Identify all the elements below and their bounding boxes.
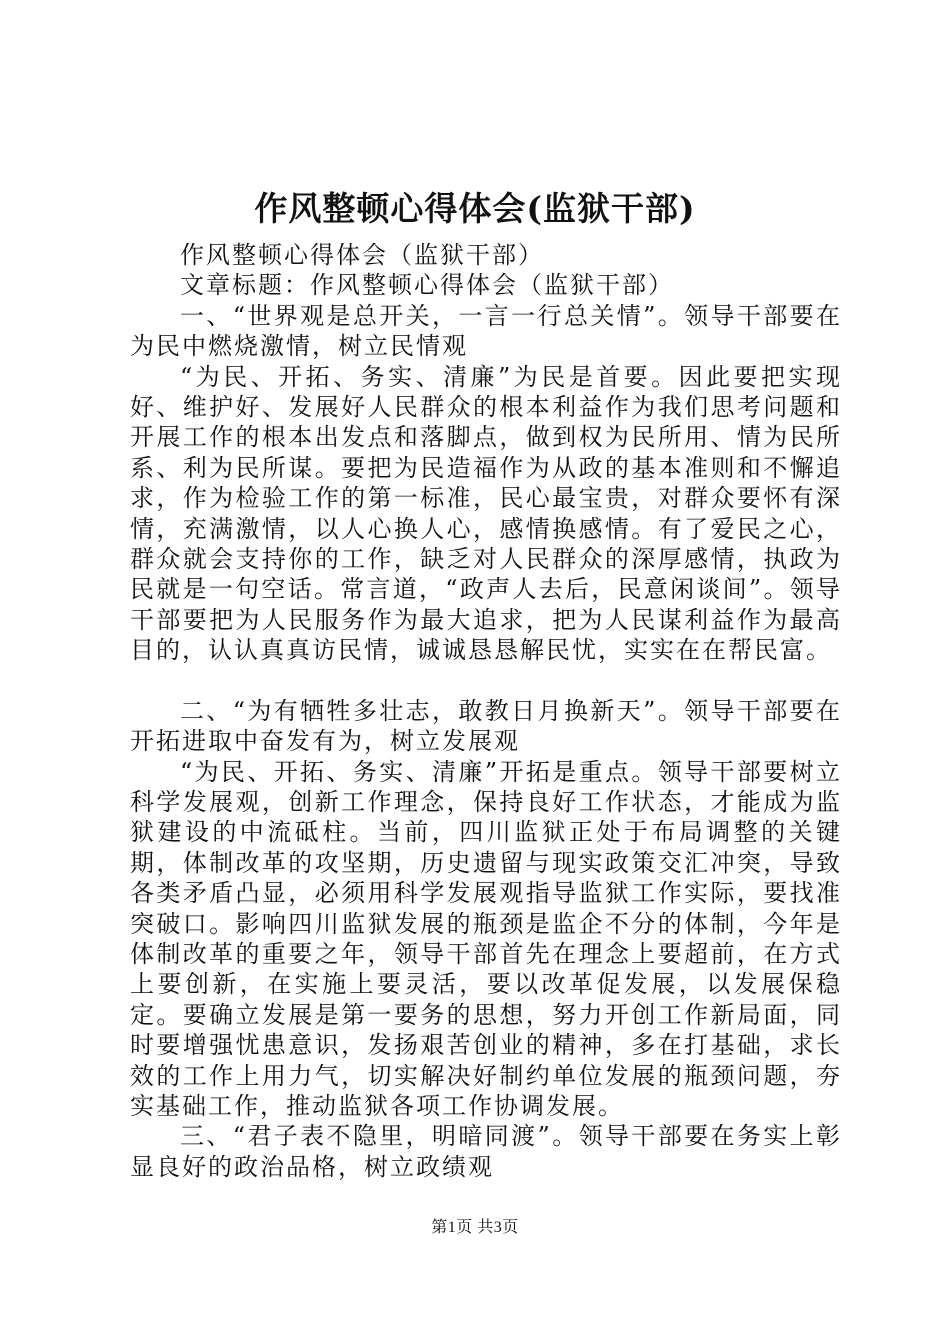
paragraph-spacer xyxy=(130,666,842,696)
paragraph-subtitle: 作风整顿心得体会（监狱干部） xyxy=(180,241,544,269)
paragraph-section-2: “为民、开拓、务实、清廉”开拓是重点。领导干部要树立科学发展观，创新工作理念，保持良好工作状态，才能成为监狱建设的中流砥柱。当前，四川监狱正处于布局调整的关键期，体制改革的攻坚期，历史遗留与现实政策交汇冲突，导致各类矛盾凸显，必须用科学发展观指导监狱工作实际，要找准突破口。影响四川监狱发展的瓶颈是监企不分的体制，今年是体制改革的重要之年，领导干部首先在理念上要超前，在方式上要创新，在实施上要灵活，要以改革促发展，以发展保稳定。要确立发展是第一要务的思想，努力开创工作新局面，同时要增强忧患意识，发扬艰苦创业的精神，多在打基础，求长效的工作上用力气，切实解决好制约单位发展的瓶颈问题，夯实基础工作，推动监狱各项工作协调发展。 xyxy=(130,757,842,1120)
paragraph-section-1: “为民、开拓、务实、清廉”为民是首要。因此要把实现好、维护好、发展好人民群众的根本利益作为我们思考问题和开展工作的根本出发点和落脚点，做到权为民所用、情为民所系、利为民所谋。要把为民造福作为从政的基本准则和不懈追求，作为检验工作的第一标准，民心最宝贵，对群众要怀有深情，充满激情，以人心换人心，感情换感情。有了爱民之心，群众就会支持你的工作，缺乏对人民群众的深厚感情，执政为民就是一句空话。常言道，“政声人去后，民意闲谈间”。领导干部要把为人民服务作为最大追求，把为人民谋利益作为最高目的，认认真真访民情，诚诚恳恳解民忧，实实在在帮民富。 xyxy=(130,362,842,665)
document-body xyxy=(130,240,842,1182)
paragraph-article-title: 文章标题：作风整顿心得体会（监狱干部） xyxy=(180,271,674,300)
page-footer: 第1页 共3页 xyxy=(431,1219,519,1236)
section-heading-1: 一、“世界观是总开关，一言一行总关情”。领导干部要在为民中燃烧激情，树立民情观 xyxy=(130,301,842,361)
document-title: 作风整顿心得体会(监狱干部) xyxy=(254,189,696,228)
section-heading-3: 三、“君子表不隐里，明暗同渡”。领导干部要在务实上彰显良好的政治品格，树立政绩观 xyxy=(130,1122,842,1181)
section-heading-2: 二、“为有牺牲多壮志，敢教日月换新天”。领导干部要在开拓进取中奋发有为，树立发展观 xyxy=(130,696,842,756)
